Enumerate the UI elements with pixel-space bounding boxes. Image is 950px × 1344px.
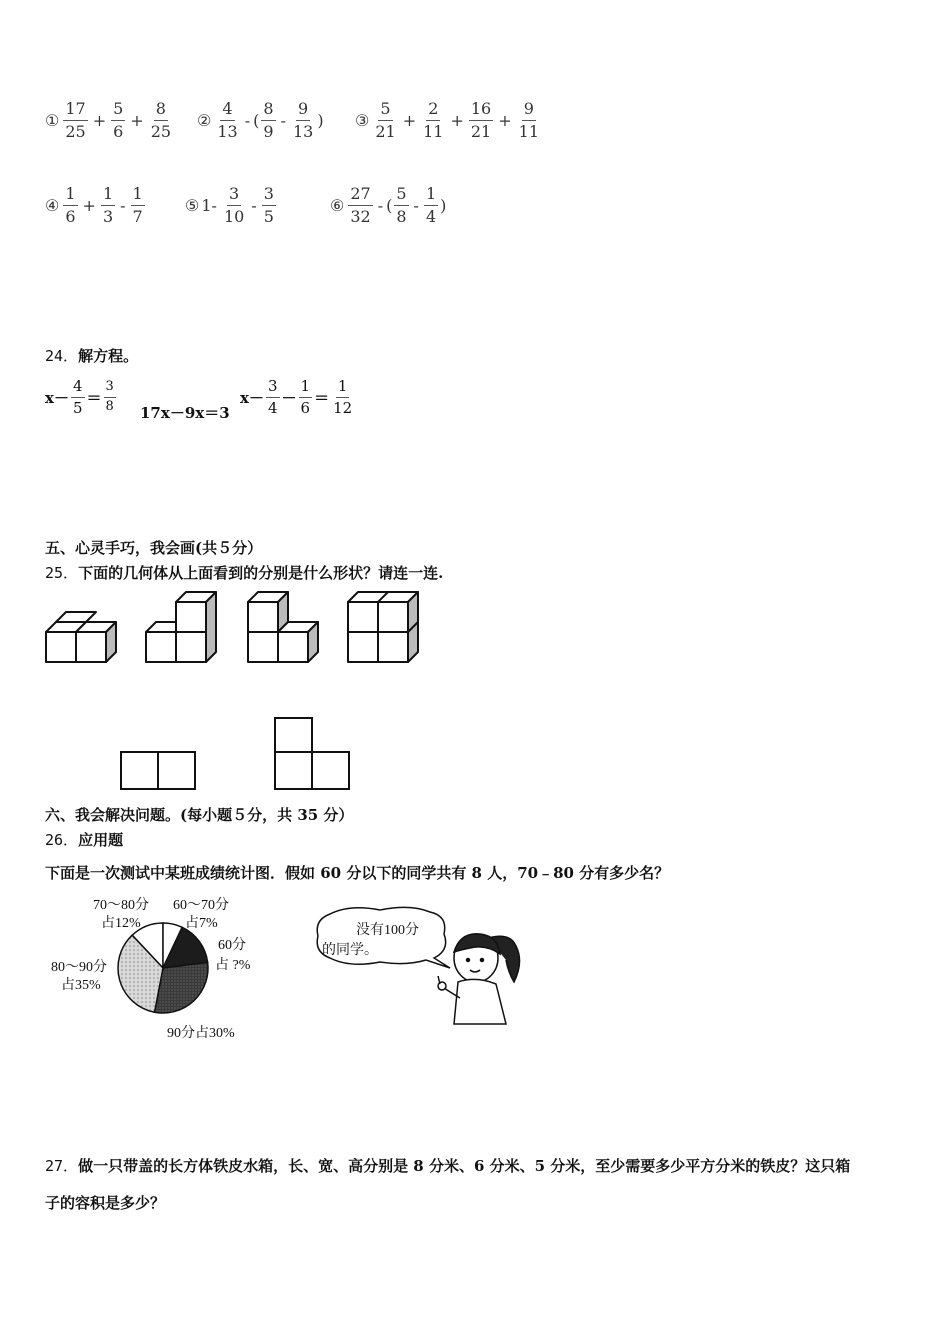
solid-figure-3 — [248, 592, 318, 662]
fraction: $\frac{5}{8}$ — [396, 184, 407, 226]
fraction: $\frac{16}{21}$ — [470, 99, 492, 141]
q27-line-2: 子的容积是多少？ — [45, 1194, 166, 1212]
fraction: $\frac{5}{6}$ — [113, 99, 124, 141]
operator: － — [281, 388, 297, 407]
label: ② — [197, 110, 212, 130]
q24-heading — [45, 345, 138, 366]
fraction: $\frac{4}{13}$ — [217, 99, 238, 141]
operator: + — [82, 195, 96, 215]
operator: - — [413, 195, 419, 215]
fraction: $\frac{27}{32}$ — [350, 184, 371, 226]
operator: + — [450, 110, 464, 130]
question-title: 解方程。 — [78, 347, 139, 365]
top-view-shape-1 — [121, 752, 195, 789]
equation-1 — [45, 378, 118, 416]
operator: + — [92, 110, 107, 130]
top-view-shapes — [115, 712, 360, 794]
pie-label-70-80: 70～80分 — [93, 898, 149, 913]
bubble-line-2: 的同学。 — [322, 943, 378, 958]
pie-label-80-90: 80～90分 — [51, 960, 107, 975]
equation-text: 17x－9x＝3 — [140, 404, 230, 422]
pie-pct-60-70: 占7% — [185, 916, 218, 931]
fraction: $\frac{2}{11}$ — [423, 99, 444, 141]
fraction: $\frac{3}{5}$ — [263, 184, 274, 226]
question-number: 26． — [45, 831, 79, 849]
fraction: $\frac{1}{12}$ — [333, 377, 353, 417]
fraction: $\frac{1}{3}$ — [102, 184, 114, 226]
q27-line-1 — [45, 1155, 850, 1176]
solid-figure-1 — [46, 612, 116, 662]
operator: - — [377, 195, 384, 215]
fraction: $\frac{9}{11}$ — [518, 99, 539, 141]
pie-pct-80-90: 占35% — [61, 978, 101, 993]
operator: - — [251, 195, 257, 215]
pie-label-60: 60分 — [218, 938, 246, 953]
question-text: 做一只带盖的长方体铁皮水箱，长、宽、高分别是 8 分米、6 分米、5 分米，至少需要多少平方分米的铁皮？这只箱 — [78, 1157, 851, 1175]
q25-heading — [45, 562, 443, 583]
equals: ＝ — [86, 388, 102, 407]
fraction: $\frac{1}{6}$ — [65, 184, 76, 226]
lead-term: 1- — [201, 195, 217, 215]
expression-5 — [185, 185, 278, 225]
operator: - — [244, 110, 251, 130]
pie-label-60-70: 60～70分 — [173, 898, 229, 913]
score-pie-chart — [45, 893, 285, 1048]
solid-figure-2 — [146, 592, 216, 662]
expression-4 — [45, 185, 147, 225]
equation-2 — [140, 402, 230, 423]
paren: ( — [386, 195, 393, 215]
fraction: $\frac{3}{8}$ — [105, 379, 114, 414]
expression-6 — [330, 185, 446, 225]
operator: - — [280, 110, 286, 130]
question-number: 24． — [45, 347, 79, 365]
bubble-line-1: 没有100分 — [356, 923, 419, 938]
expression-1 — [45, 100, 175, 140]
pie-pct-70-80: 占12% — [101, 916, 141, 931]
expression-2 — [197, 100, 324, 140]
section-6-title: 六、我会解决问题。(每小题５分，共 35 分） — [45, 806, 354, 824]
fraction: $\frac{3}{4}$ — [267, 377, 278, 417]
question-number: 25． — [45, 564, 79, 582]
operator: + — [130, 110, 144, 130]
section-5-title: 五、心灵手巧，我会画(共５分） — [45, 539, 263, 557]
equation-text: x－ — [45, 388, 69, 407]
girl-icon — [438, 934, 520, 1024]
expression-3 — [355, 100, 543, 140]
fraction: $\frac{1}{6}$ — [300, 377, 311, 417]
paren: ( — [253, 110, 260, 130]
equation-text: x－ — [240, 388, 264, 407]
top-view-shape-2 — [275, 718, 349, 789]
label: ① — [45, 110, 60, 130]
label: ③ — [355, 110, 370, 130]
fraction: $\frac{3}{10}$ — [223, 184, 245, 226]
fraction: $\frac{4}{5}$ — [72, 377, 83, 417]
fraction: $\frac{1}{7}$ — [132, 184, 143, 226]
fraction: $\frac{5}{21}$ — [375, 99, 396, 141]
solid-figures — [40, 588, 440, 670]
paren: ) — [317, 110, 324, 130]
solid-figure-4 — [348, 592, 418, 662]
pie-slices — [118, 923, 208, 1013]
fraction: $\frac{17}{25}$ — [65, 99, 86, 141]
operator: + — [402, 110, 417, 130]
equation-3 — [240, 378, 356, 416]
fraction: $\frac{8}{9}$ — [263, 99, 274, 141]
fraction: $\frac{8}{25}$ — [150, 99, 172, 141]
paren: ) — [440, 195, 447, 215]
operator: - — [120, 195, 126, 215]
label: ④ — [45, 195, 60, 215]
label: ⑤ — [185, 195, 200, 215]
fraction: $\frac{9}{13}$ — [292, 99, 314, 141]
equals: ＝ — [314, 388, 330, 407]
q26-heading — [45, 829, 123, 850]
q26-text: 下面是一次测试中某班成绩统计图．假如 60 分以下的同学共有 8 人，70﹣80 分有多少名？ — [45, 864, 670, 882]
label: ⑥ — [330, 195, 345, 215]
question-title: 应用题 — [78, 831, 124, 849]
operator: + — [498, 110, 512, 130]
pie-label-90: 90分占30% — [167, 1026, 235, 1041]
question-number: 27． — [45, 1157, 79, 1175]
fraction: $\frac{1}{4}$ — [425, 184, 437, 226]
girl-speech-illustration — [310, 902, 535, 1032]
question-text: 下面的几何体从上面看到的分别是什么形状？请连一连. — [78, 564, 444, 582]
pie-pct-60: 占 ?% — [215, 958, 251, 973]
